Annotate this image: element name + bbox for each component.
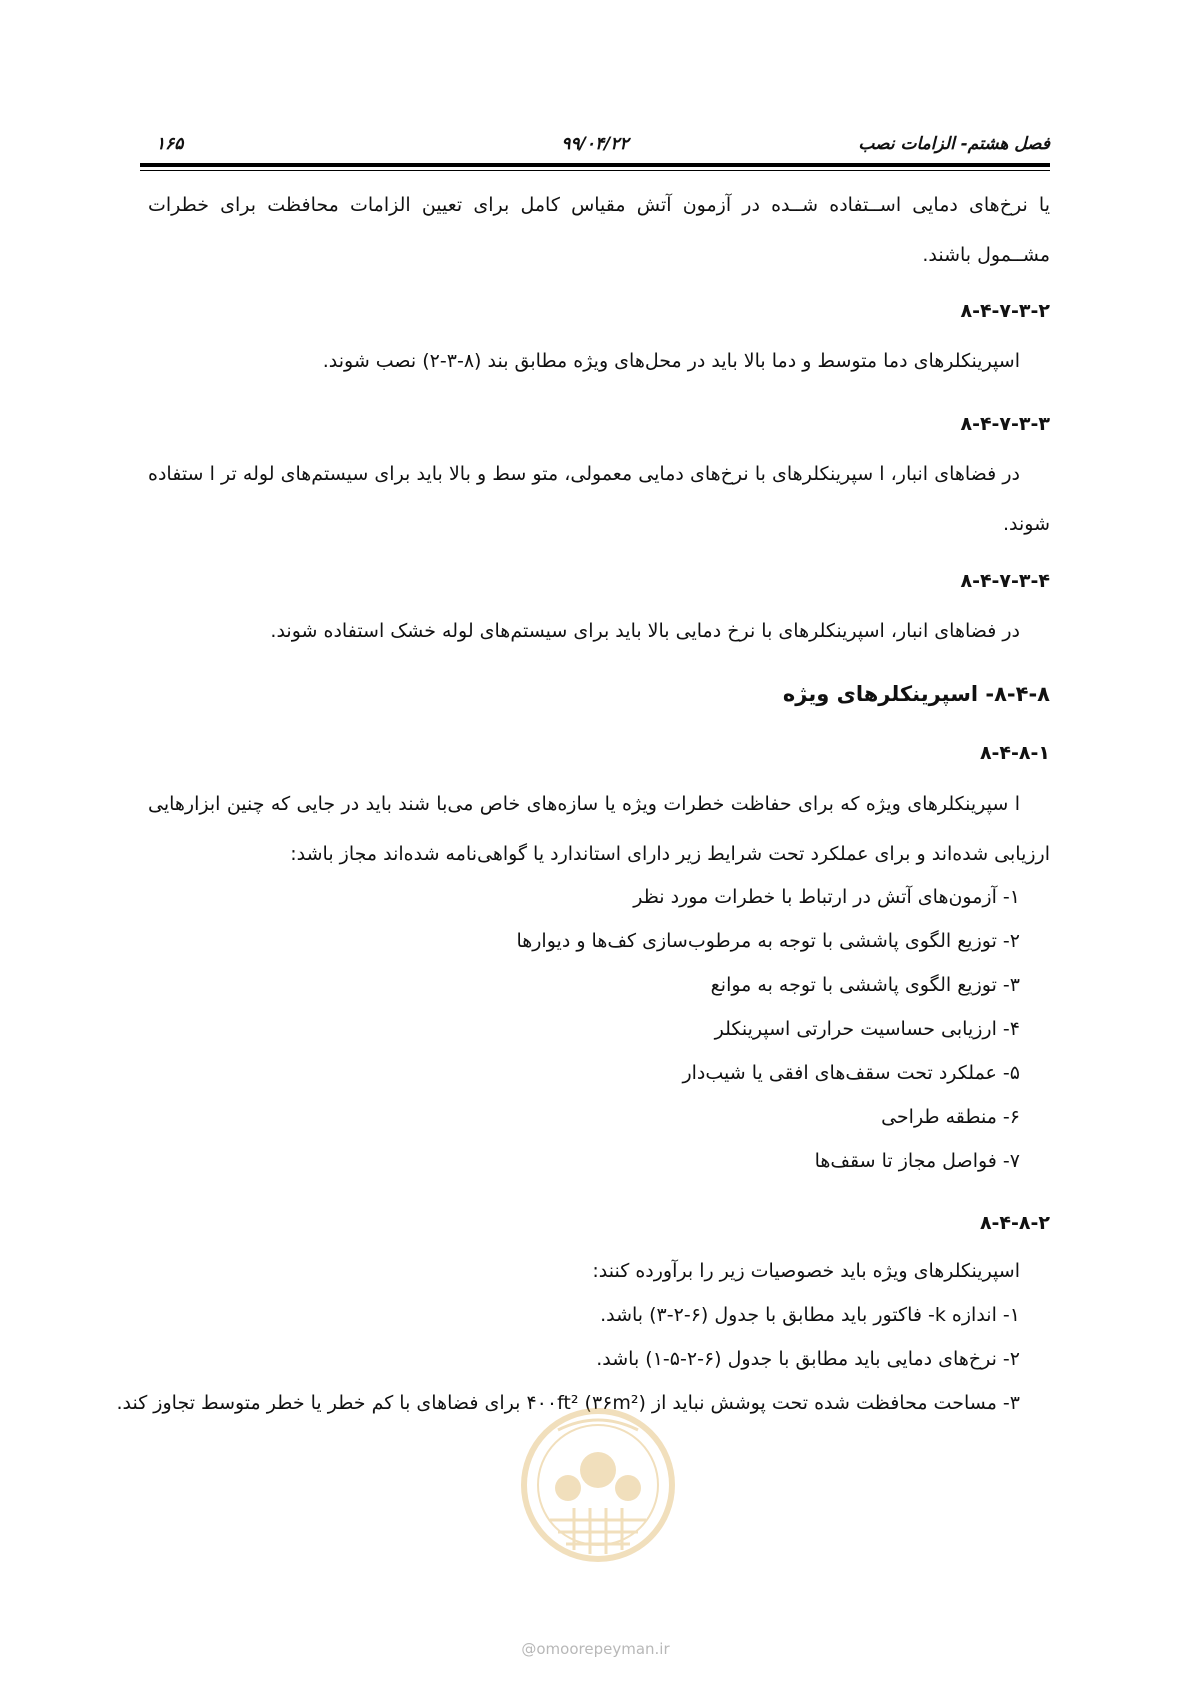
clause-number: ۸-۴-۷-۳-۴ <box>960 570 1050 592</box>
intro-paragraph: یا نرخ‌های دمایی اســتفاده شــده در آزمون آتش مقیاس کامل برای تعیین الزامات محافظت برای خطرات مشــمول باشند. <box>148 194 1050 266</box>
list-item: ۶- منطقه طراحی <box>881 1106 1020 1128</box>
footer-website: @omoorepeyman.ir <box>521 1640 670 1658</box>
clause-text: ا سپرینکلرهای ویژه که برای حفاظت خطرات ویژه یا سازه‌های خاص می‌با شند باید در جایی که چنین ابزارهایی ارزیابی شده‌اند و برای عملکرد تحت شرایط زیر دارای استاندارد یا گواهی‌نامه شده‌اند مجاز باشد: <box>148 793 1050 865</box>
list-item: ۷- فواصل مجاز تا سقف‌ها <box>814 1150 1020 1172</box>
header-rule-thick <box>140 163 1050 167</box>
clause-text: اسپرینکلرهای ویژه باید خصوصیات زیر را برآورده کنند: <box>592 1260 1020 1282</box>
list-item: ۴- ارزیابی حساسیت حرارتی اسپرینکلر <box>714 1018 1020 1040</box>
list-item: ۳- توزیع الگوی پاششی با توجه به موانع <box>710 974 1020 996</box>
clause-number: ۸-۴-۷-۳-۳ <box>960 413 1050 435</box>
clause-number: ۸-۴-۸-۲ <box>979 1212 1050 1234</box>
list-item: ۱- آزمون‌های آتش در ارتباط با خطرات مورد نظر <box>633 886 1020 908</box>
section-title: ۸-۴-۸- اسپرینکلرهای ویژه <box>782 682 1050 706</box>
list-item: ۳- مساحت محافظت شده تحت پوشش نباید از ۴۰۰ft² (۳۶m²) برای فضاهای با کم خطر یا خطر متوسط تجاوز کند. <box>116 1392 1020 1414</box>
list-item: ۲- نرخ‌های دمایی باید مطابق با جدول (۶-۲-۵-۱) باشد. <box>596 1348 1020 1370</box>
seal-watermark-icon <box>518 1390 678 1580</box>
list-item: ۵- عملکرد تحت سقف‌های افقی یا شیب‌دار <box>682 1062 1020 1084</box>
header-rule-thin <box>140 170 1050 171</box>
list-item: ۲- توزیع الگوی پاششی با توجه به مرطوب‌سازی کف‌ها و دیوارها <box>516 930 1020 952</box>
clause-number: ۸-۴-۸-۱ <box>979 742 1050 764</box>
clause-text: اسپرینکلرهای دما متوسط و دما بالا باید در محل‌های ویژه مطابق بند (۸-۳-۲) نصب شوند. <box>322 350 1020 372</box>
chapter-title: فصل هشتم- الزامات نصب <box>858 134 1050 154</box>
page-number: ۱۶۵ <box>156 134 184 154</box>
header-date: ۹۹/۰۴/۲۲ <box>561 134 629 154</box>
list-item: ۱- اندازه k- فاکتور باید مطابق با جدول (۶-۲-۳) باشد. <box>600 1304 1020 1326</box>
clause-number: ۸-۴-۷-۳-۲ <box>960 300 1050 322</box>
page-header <box>140 128 1050 158</box>
clause-text: در فضاهای انبار، اسپرینکلرهای با نرخ دمایی بالا باید برای سیستم‌های لوله خشک استفاده شوند. <box>270 620 1020 642</box>
clause-text: در فضاهای انبار، ا سپرینکلرهای با نرخ‌های دمایی معمولی، متو سط و بالا باید برای سیستم‌های لوله تر ا ستفاده شوند. <box>148 463 1050 535</box>
